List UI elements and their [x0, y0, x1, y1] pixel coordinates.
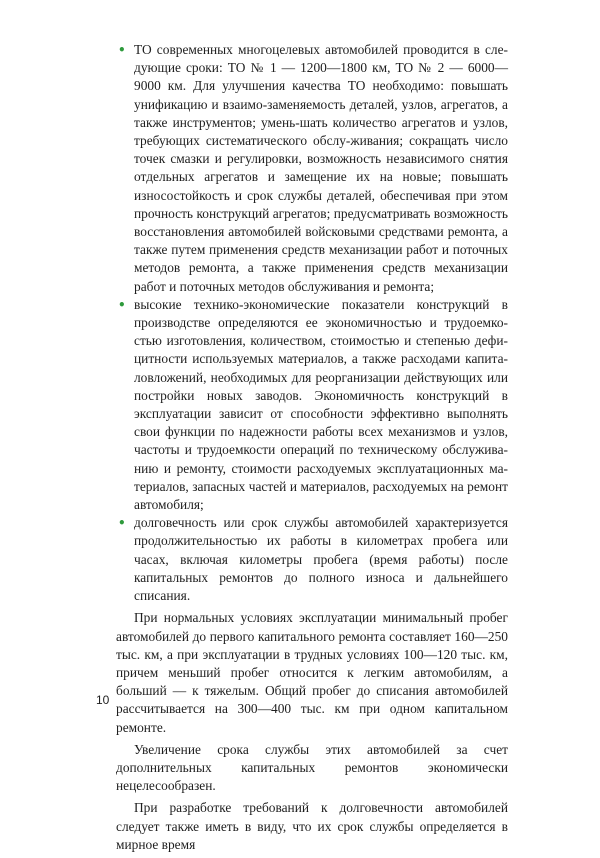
body-paragraph: Увеличение срока службы этих автомобилей за счет дополнительных капитальных ремонтов экономически нецелесообразен. — [116, 741, 508, 794]
list-item-text: высокие технико-экономические показатели конструкций в производстве определяются ее экономичностью и трудоемкостью изготовления, количеством, стоимостью и степенью дефицитности используемых материалов, а также расходами капиталовложений, необходимых для реорганизации действующих или постройки новых заводов. Экономичность конструкций в эксплуатации зависит от способности эффективно выполнять свои функции по надежности работы всех механизмов и узлов, частоты и трудоемкости операций по техническому обслуживанию и ремонту, стоимости расходуемых эксплуатационных материалов, запасных частей и материалов, расходуемых на ремонт автомобиля; — [134, 296, 508, 513]
list-item — [116, 41, 508, 296]
bullet-list — [116, 41, 508, 605]
list-item-text: ТО современных многоцелевых автомобилей проводится в следующие сроки: ТО № 1 — 1200—1800 км, ТО № 2 — 6000—9000 км. Для улучшения качества ТО необходимо: повышать унификацию и взаимо-заменяемость деталей, узлов, агрегатов, а также инструментов; умень-шать количество агрегатов и узлов, требующих систематического обслу-живания; сокращать число точек смазки и регулировки, возможность независимого снятия отдельных агрегатов и замещение их на новые; повышать износостойкость и срок службы деталей, обеспечивая при этом прочность конструкций агрегатов; предусматривать возможность восстановления автомобилей войсковыми средствами ремонта, а также путем применения средств механизации работ и поточных методов ремонта, а также применения средств механизации работ и поточных методов обслуживания и ремонта; — [134, 42, 508, 294]
body-paragraph: При нормальных условиях эксплуатации минимальный пробег автомобилей до первого капитального ремонта составляет 160—250 тыс. км, а при эксплуатации в трудных условиях 100—120 тыс. км, причем меньший пробег относится к легким автомобилям, а больший — к тяжелым. Общий пробег до списания автомобилей рассчитывается на 300—400 тыс. км при одном капитальном ремонте. — [116, 610, 508, 735]
list-item — [116, 514, 508, 605]
bullet-icon: • — [118, 297, 126, 312]
page-body — [116, 41, 508, 858]
bullet-icon: • — [118, 43, 126, 57]
list-item — [116, 296, 508, 514]
bullet-icon: • — [118, 516, 126, 531]
page-number: 10 — [96, 693, 110, 707]
body-paragraph: При разработке требований к долговечности автомобилей следует также иметь в виду, что их срок службы определяется в мирное время — [116, 800, 508, 852]
list-item-text: долговечность или срок службы автомобилей характеризуется продолжительностью их работы в километрах пробега или часах, включая километры пробега (время работы) после капитальных ремонтов до полного износа и дальнейшего списания. — [134, 515, 508, 604]
